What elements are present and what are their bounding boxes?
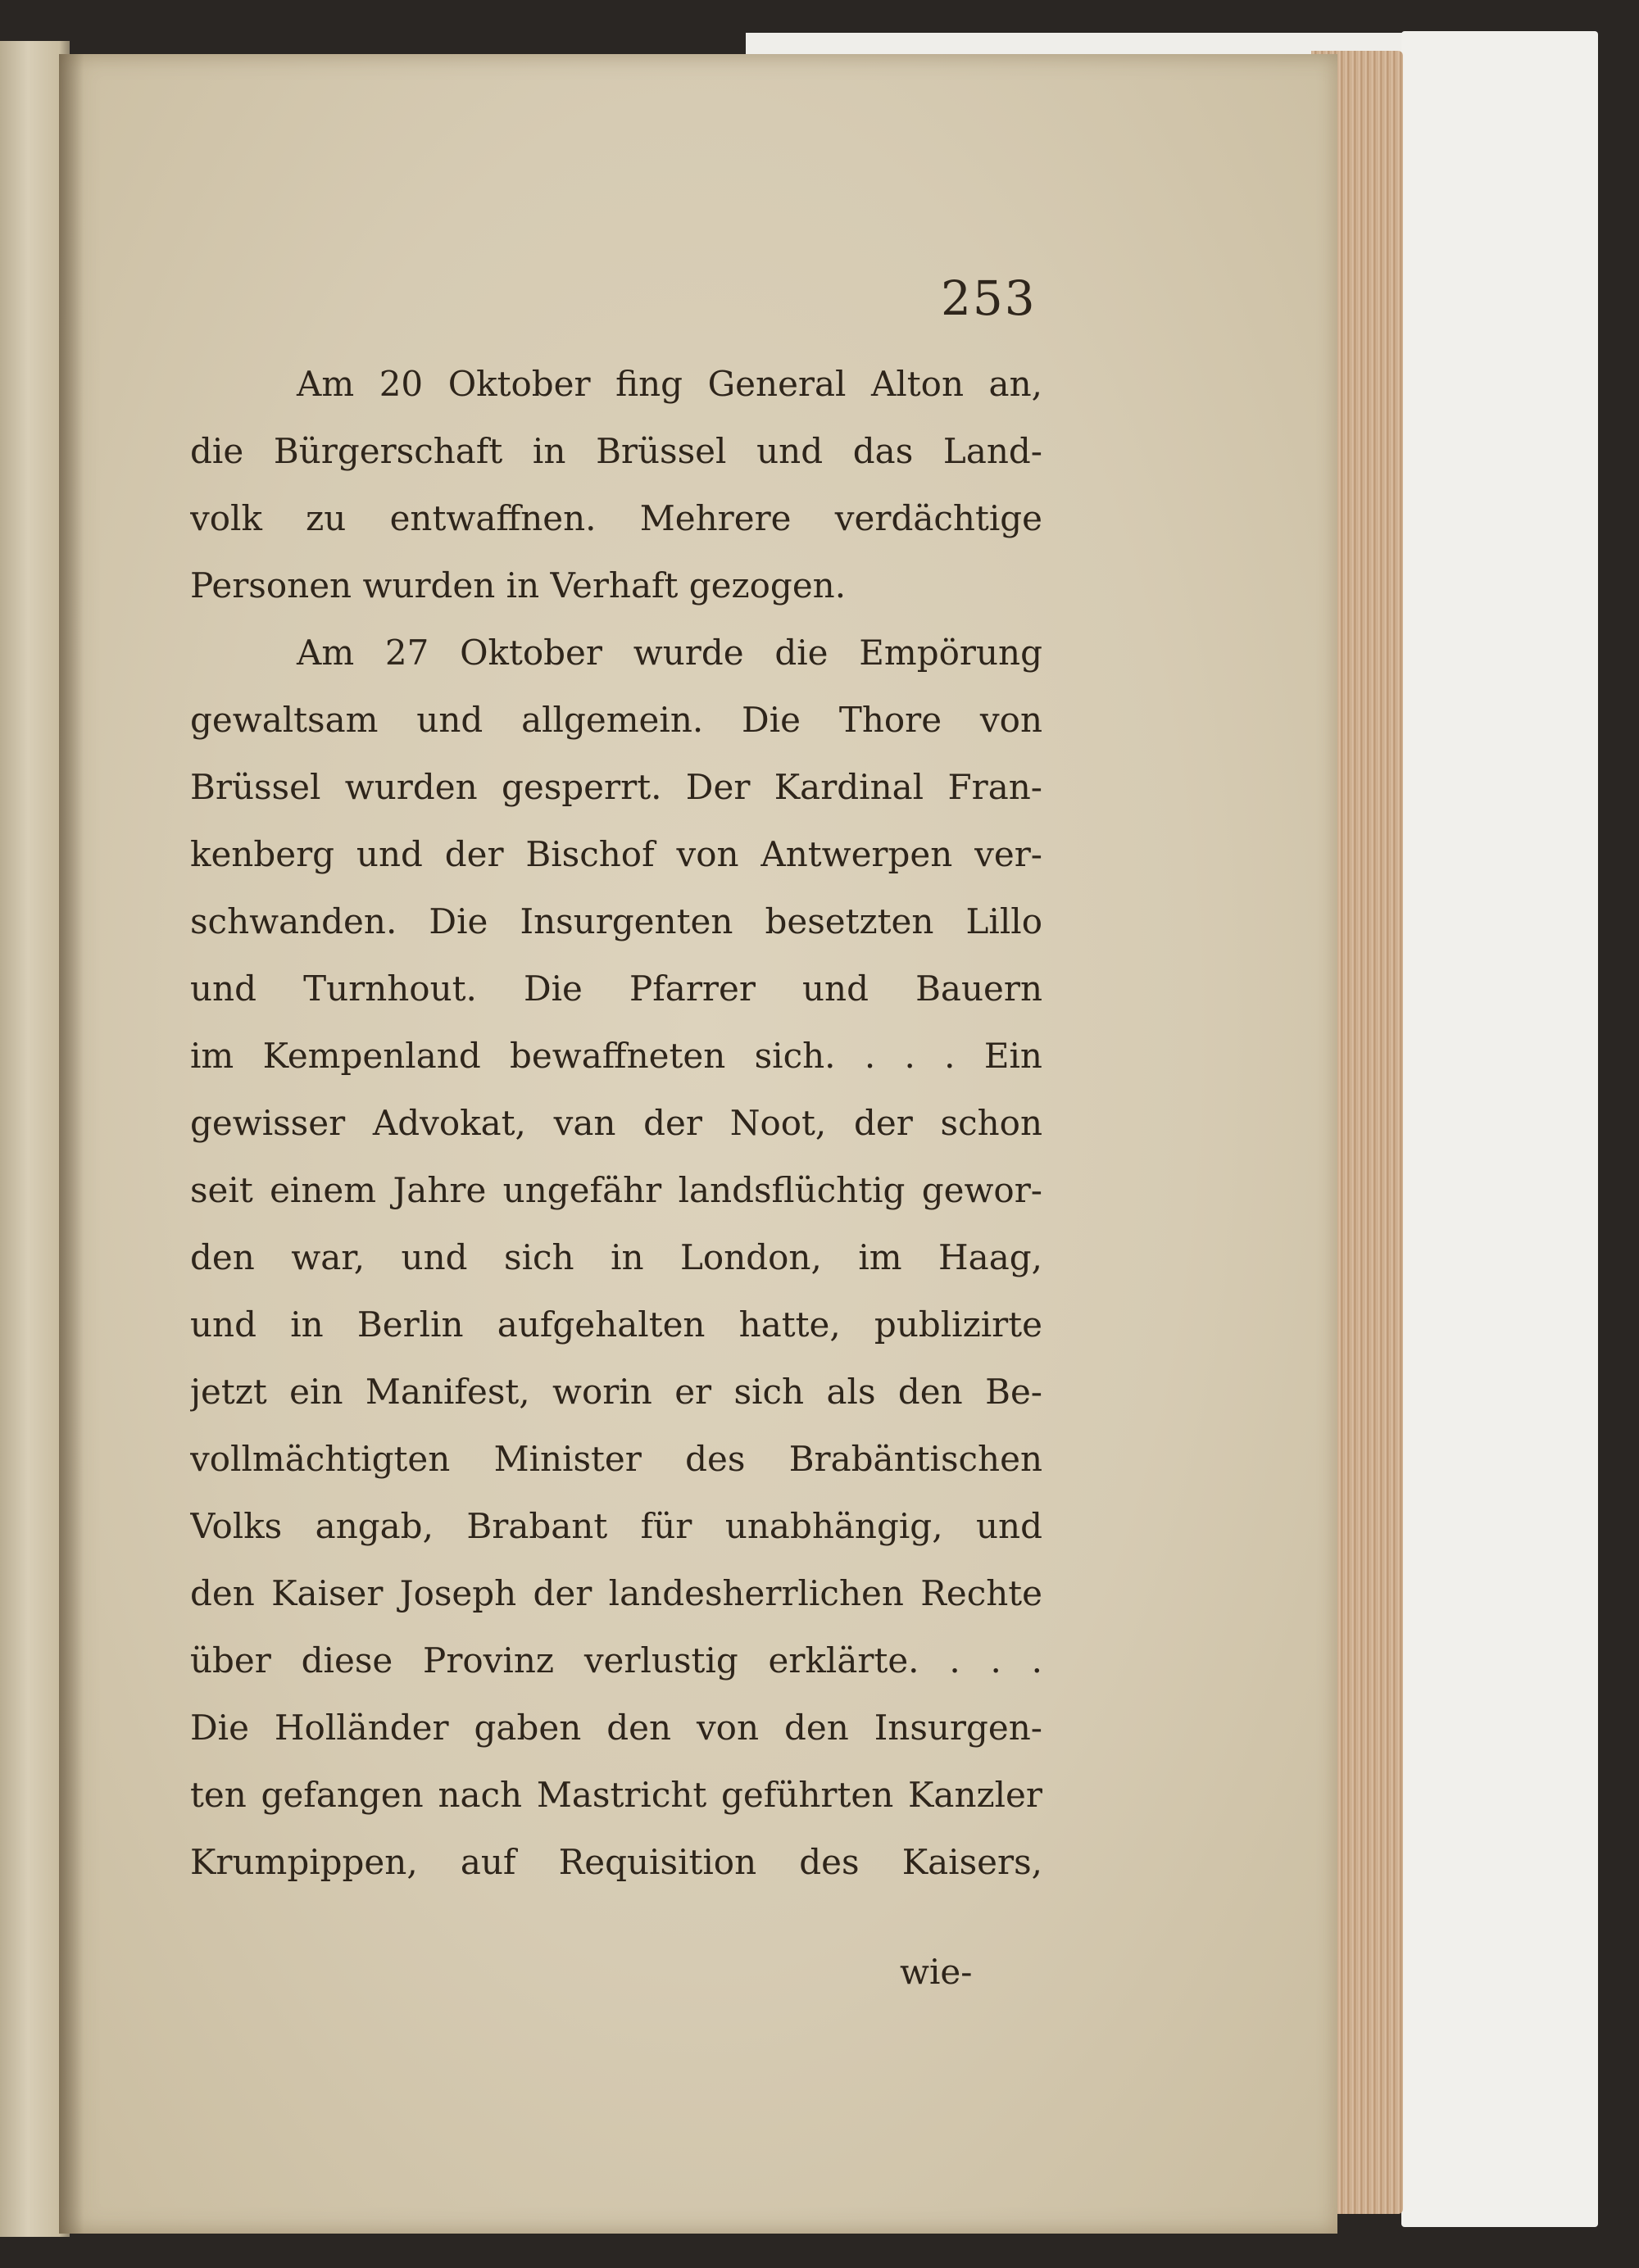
text-line: Krumpippen, auf Requisition des Kaisers, (190, 1842, 1042, 1882)
text-line: volk zu entwaffnen. Mehrere verdächtige (190, 498, 1042, 538)
text-line: kenberg und der Bischof von Antwerpen ver- (190, 834, 1042, 874)
text-line: ten gefangen nach Mastricht geführten Kanzler (190, 1775, 1042, 1815)
text-line: schwanden. Die Insurgenten besetzten Lillo (190, 901, 1042, 941)
text-line: gewisser Advokat, van der Noot, der schon (190, 1103, 1042, 1143)
text-line: Personen wurden in Verhaft gezogen. (190, 565, 847, 606)
text-line: und Turnhout. Die Pfarrer und Bauern (190, 968, 1042, 1009)
page-number: 253 (941, 270, 1037, 326)
backing-sheet (1401, 31, 1598, 2227)
text-line: Brüssel wurden gesperrt. Der Kardinal Fran- (190, 767, 1042, 807)
catchword: wie- (900, 1952, 973, 1992)
text-line: jetzt ein Manifest, worin er sich als den Be- (190, 1372, 1042, 1412)
text-line: Volks angab, Brabant für unabhängig, und (190, 1506, 1042, 1546)
text-line: Am 20 Oktober fing General Alton an, (297, 364, 1042, 404)
text-line: den war, und sich in London, im Haag, (190, 1237, 1042, 1277)
text-line: die Bürgerschaft in Brüssel und das Land- (190, 431, 1042, 471)
text-line: seit einem Jahre ungefähr landsflüchtig gewor- (190, 1170, 1042, 1210)
text-line: Die Holländer gaben den von den Insurgen- (190, 1708, 1042, 1748)
text-line: gewaltsam und allgemein. Die Thore von (190, 700, 1042, 740)
text-line: im Kempenland bewaffneten sich. . . . Ein (190, 1036, 1042, 1076)
text-line: über diese Provinz verlustig erklärte. . . . (190, 1640, 1042, 1681)
gutter-shadow (59, 54, 84, 2234)
text-line: den Kaiser Joseph der landesherrlichen Rechte (190, 1573, 1042, 1613)
text-line: Am 27 Oktober wurde die Empörung (297, 633, 1042, 673)
body-text (190, 351, 1042, 1896)
text-line: und in Berlin aufgehalten hatte, publizirte (190, 1304, 1042, 1345)
text-line: vollmächtigten Minister des Brabäntischen (190, 1439, 1042, 1479)
